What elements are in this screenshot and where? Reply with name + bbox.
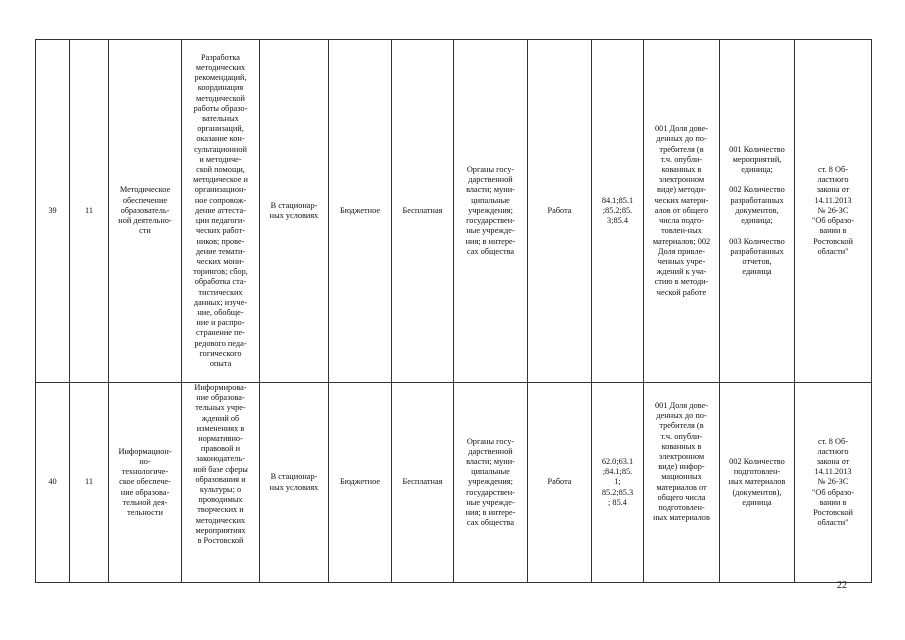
legal-basis: ст. 8 Об- ластного закона от 14.11.2013 № 26-ЗС "Об образо- вании в Ростовской области" [795,383,872,583]
page-number: 22 [837,580,847,591]
service-description: Информирова- ние образова- тельных учре- ждений об изменениях в нормативно- правовой и законодатель- ной базе сферы образования и культуры; о проводимых творческих и методических мероприятиях в Ростовской [182,383,260,583]
service-name: Информацион- но- технологиче- ское обеспече- ние образова- тельной дея- тельности [109,383,182,583]
consumers: Органы госу- дарственной власти; муни- ципальные учреждения; государствен- ные учрежде- ния; в интере- сах общества [454,383,528,583]
quality-indicators: 001 Доля дове- денных до по- требителя (в т.ч. опубли- кованных в электронном виде) методи- ческих матери- алов от общего числа подго- товлен-ных материалов; 002 Доля привле- ченных учре- ждений к уча- стию в методи- ческой работе [644,40,720,383]
service-name: Методическое обеспечение образователь- ной деятельно- сти [109,40,182,383]
row-code: 11 [70,383,109,583]
okved-codes: 84.1;85.1 ;85.2;85. 3;85.4 [592,40,644,383]
payment-type: Бесплатная [392,383,454,583]
funding-type: Бюджетное [329,40,392,383]
payment-type: Бесплатная [392,40,454,383]
service-description: Разработка методических рекомендаций, координация методической работы образо- вательных организаций, оказание кон- сультационной и методиче- ской помощи, методическое и организацион- ное сопровож- дение аттеста- ции педагоги- ческих работ- ников; прове- дение темати- ческих мони- торингов; сбор, обработка ста- тистических данных; изуче- ние, обобще- ние и распро- странение пе- редового педа- гогического опыта [182,40,260,383]
funding-type: Бюджетное [329,383,392,583]
row-number: 39 [36,40,70,383]
service-conditions: В стационар- ных условиях [260,383,329,583]
row-number: 40 [36,383,70,583]
okved-codes: 62.0;63.1 ;84.1;85. 1; 85.2;85.3 ; 85.4 [592,383,644,583]
row-code: 11 [70,40,109,383]
legal-basis: ст. 8 Об- ластного закона от 14.11.2013 № 26-ЗС "Об образо- вании в Ростовской области" [795,40,872,383]
consumers: Органы госу- дарственной власти; муни- ципальные учреждения; государствен- ные учрежде- ния; в интере- сах общества [454,40,528,383]
services-table [35,39,872,583]
quality-indicators: 001 Доля дове- денных до по- требителя (в т.ч. опубли- кованных в электронном виде) инфор- мационных материалов от общего числа подготовлен- ных материалов [644,383,720,583]
volume-indicators: 002 Количество подготовлен- ных материалов (документов), единица [720,383,795,583]
service-type: Работа [528,383,592,583]
service-type: Работа [528,40,592,383]
volume-indicators: 001 Количество мероприятий, единица; 002 Количество разработанных документов, единица; 003 Количество разработанных отчетов, единица [720,40,795,383]
service-conditions: В стационар- ных условиях [260,40,329,383]
table-row [36,383,872,583]
table-row [36,40,872,383]
